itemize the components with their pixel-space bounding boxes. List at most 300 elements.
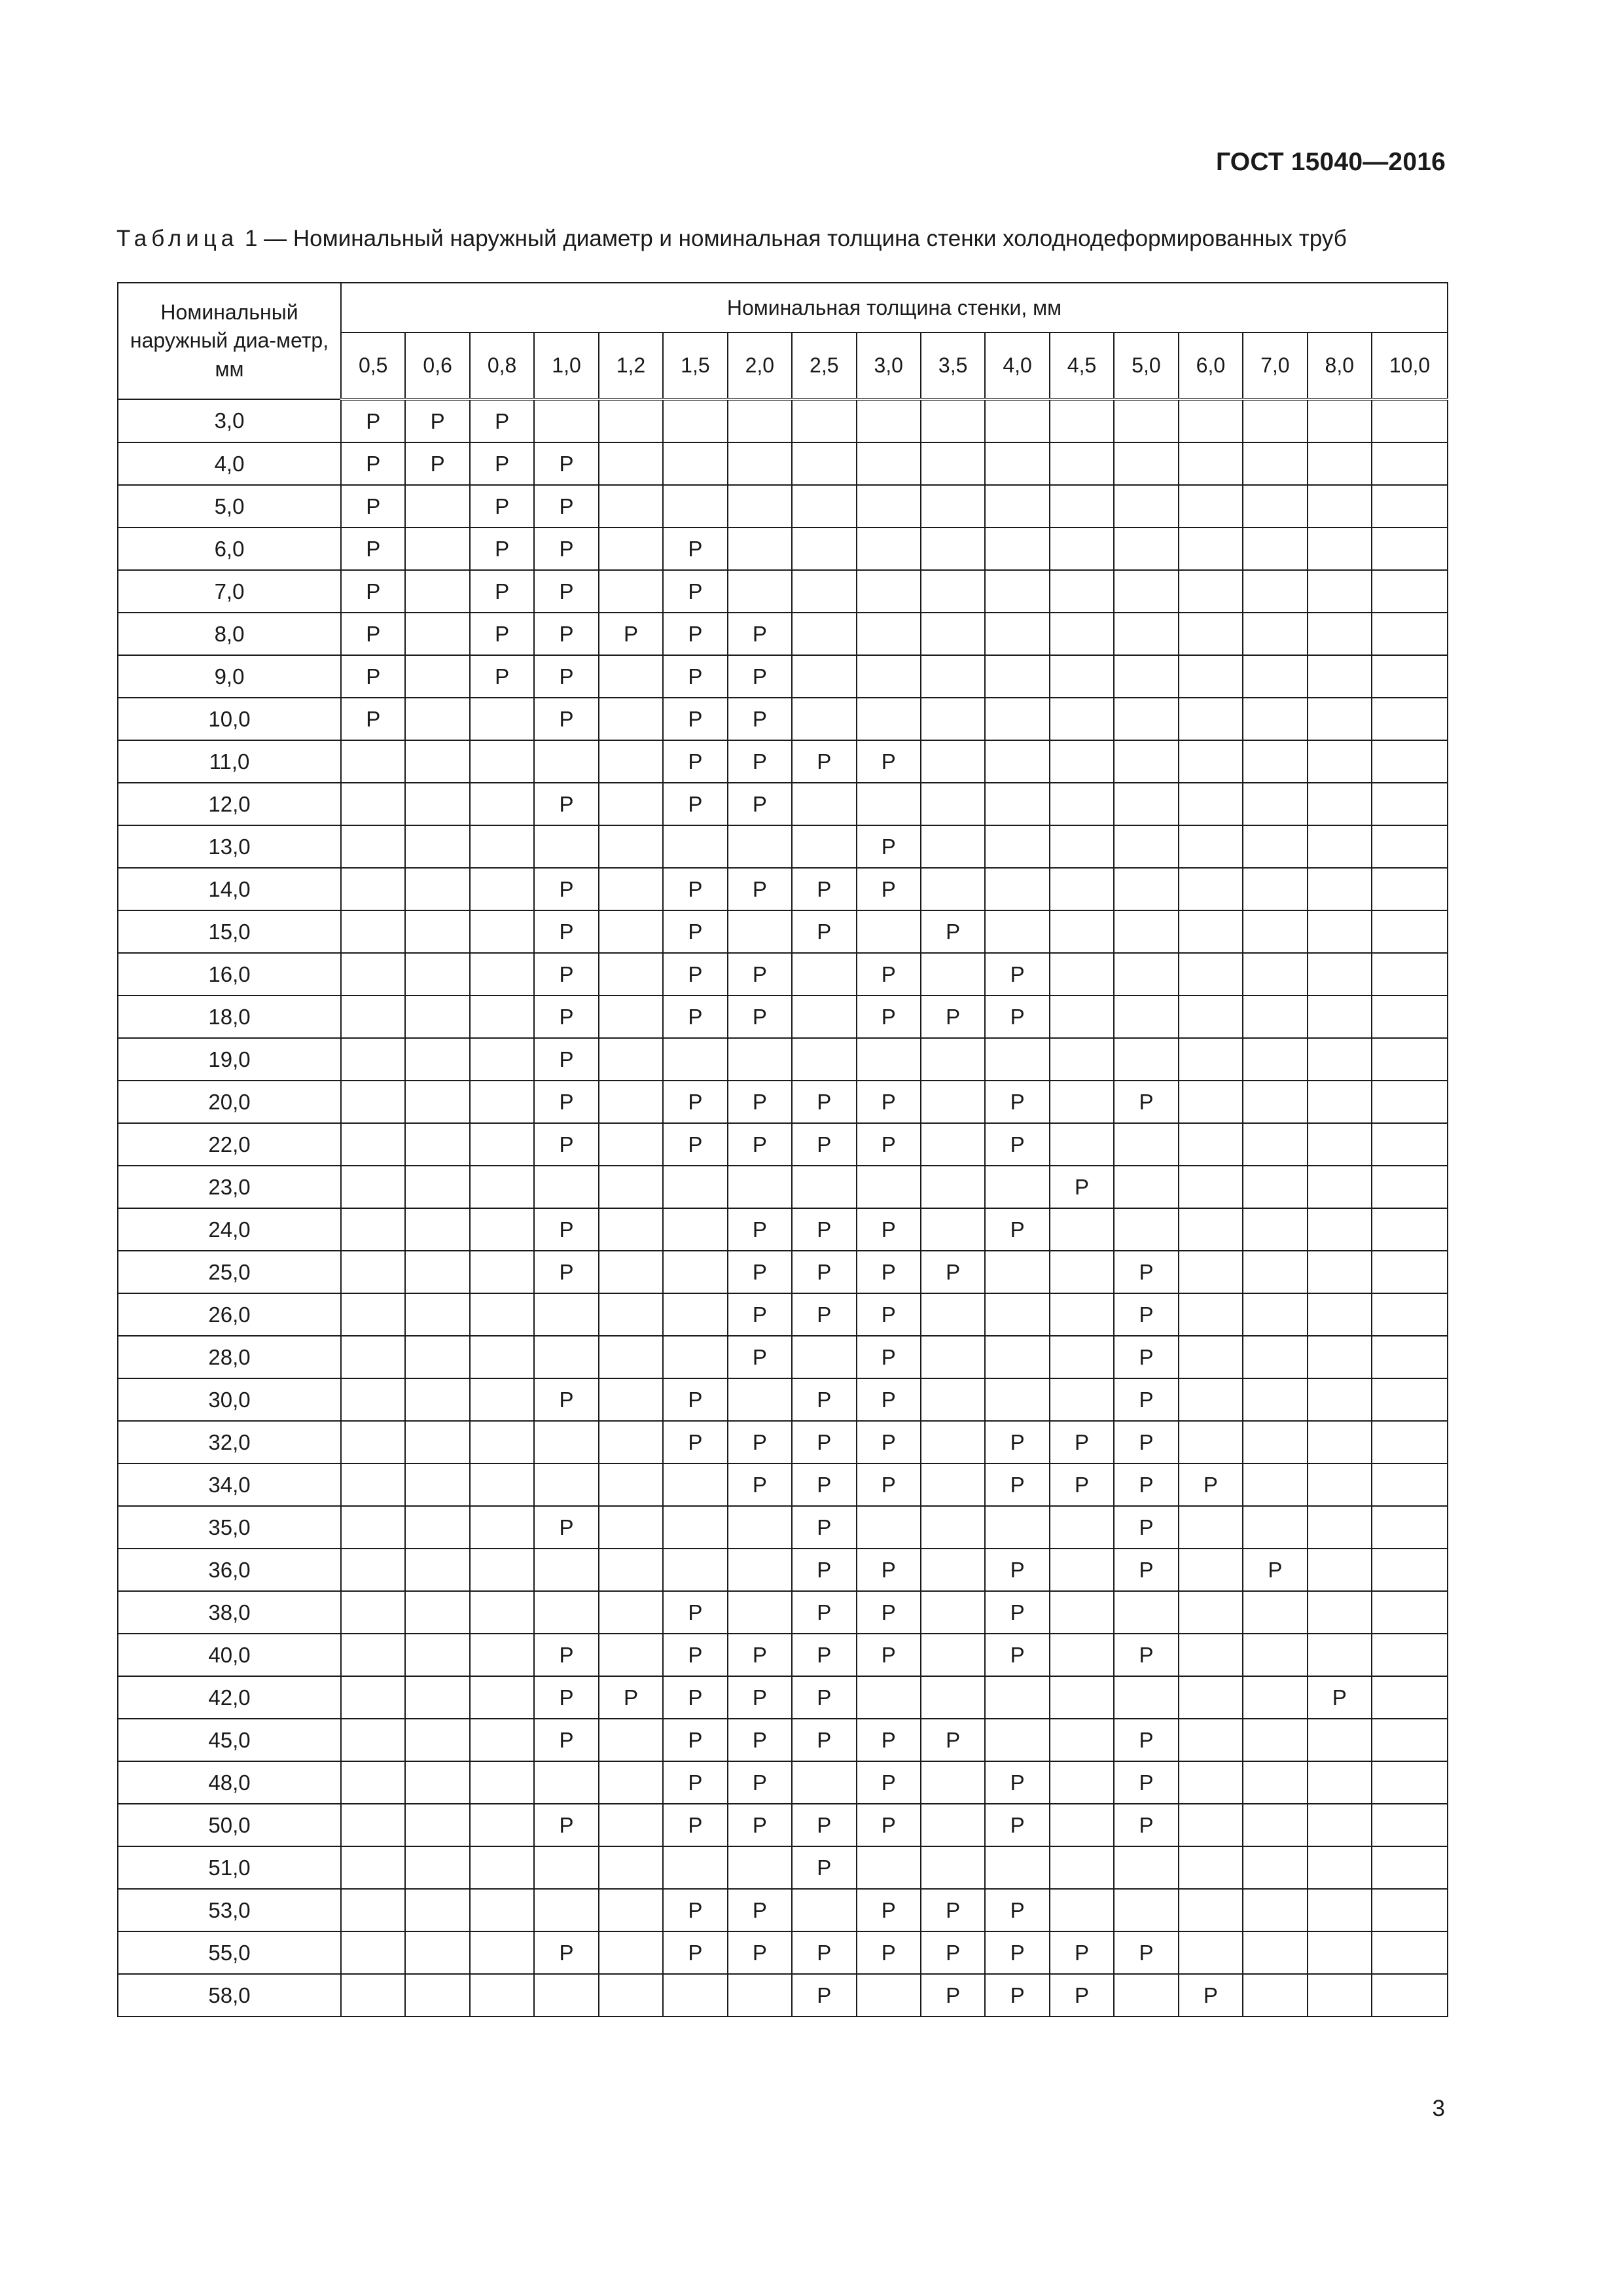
thickness-mark-cell (921, 1761, 985, 1804)
thickness-mark-cell (534, 740, 598, 783)
thickness-mark-cell: Р (921, 996, 985, 1038)
thickness-mark-cell: Р (534, 1719, 598, 1761)
thickness-mark-cell (1179, 442, 1243, 485)
thickness-mark-cell (1050, 655, 1114, 698)
table-caption-text: Номинальный наружный диаметр и номинальная толщина стенки холоднодеформированных труб (293, 226, 1347, 251)
thickness-mark-cell (1308, 1038, 1372, 1081)
thickness-mark-cell (1308, 442, 1372, 485)
thickness-mark-cell: Р (663, 1634, 727, 1676)
thickness-mark-cell (534, 1421, 598, 1463)
thickness-mark-cell (1243, 1166, 1307, 1208)
thickness-mark-cell: Р (985, 1591, 1049, 1634)
thickness-mark-cell (921, 1676, 985, 1719)
thickness-mark-cell: Р (663, 1378, 727, 1421)
table-row (118, 1166, 1448, 1208)
thickness-mark-cell (1050, 1676, 1114, 1719)
table-row (118, 1676, 1448, 1719)
thickness-mark-cell: Р (728, 1251, 792, 1293)
thickness-mark-cell (1243, 1931, 1307, 1974)
table-row (118, 613, 1448, 655)
thickness-mark-cell (1372, 1166, 1448, 1208)
thickness-mark-cell (1308, 1549, 1372, 1591)
thickness-mark-cell (985, 1293, 1049, 1336)
thickness-mark-cell (1179, 1038, 1243, 1081)
thickness-mark-cell (663, 1038, 727, 1081)
thickness-mark-cell (921, 1421, 985, 1463)
thickness-mark-cell: Р (1114, 1634, 1178, 1676)
thickness-mark-cell: Р (792, 1804, 856, 1846)
thickness-mark-cell: Р (1308, 1676, 1372, 1719)
thickness-mark-cell (470, 1421, 534, 1463)
thickness-mark-cell: Р (857, 1208, 921, 1251)
thickness-mark-cell (1308, 1251, 1372, 1293)
thickness-mark-cell (534, 1166, 598, 1208)
thickness-mark-cell (1372, 1761, 1448, 1804)
header-thickness-cell: 1,5 (663, 332, 727, 399)
thickness-mark-cell (470, 1804, 534, 1846)
thickness-mark-cell (534, 825, 598, 868)
thickness-mark-cell: Р (728, 1804, 792, 1846)
thickness-mark-cell (985, 1038, 1049, 1081)
thickness-mark-cell: Р (857, 740, 921, 783)
thickness-mark-cell (1372, 1421, 1448, 1463)
thickness-mark-cell (921, 1293, 985, 1336)
thickness-mark-cell (599, 783, 663, 825)
thickness-mark-cell (1050, 1123, 1114, 1166)
thickness-mark-cell (341, 740, 405, 783)
thickness-mark-cell (1372, 613, 1448, 655)
thickness-mark-cell: Р (470, 613, 534, 655)
thickness-mark-cell: Р (534, 1251, 598, 1293)
thickness-mark-cell (1050, 740, 1114, 783)
thickness-mark-cell: Р (728, 1208, 792, 1251)
thickness-mark-cell: Р (985, 996, 1049, 1038)
thickness-mark-cell (1243, 953, 1307, 996)
thickness-mark-cell (405, 1166, 469, 1208)
thickness-mark-cell (1179, 399, 1243, 442)
table-row (118, 1719, 1448, 1761)
thickness-mark-cell (857, 910, 921, 953)
thickness-mark-cell (1114, 740, 1178, 783)
thickness-mark-cell: Р (792, 1846, 856, 1889)
table-row (118, 1931, 1448, 1974)
diameter-cell: 53,0 (118, 1889, 341, 1931)
thickness-mark-cell: Р (921, 1719, 985, 1761)
thickness-mark-cell (1050, 1549, 1114, 1591)
thickness-mark-cell (1308, 1463, 1372, 1506)
thickness-mark-cell (470, 1719, 534, 1761)
thickness-mark-cell (405, 740, 469, 783)
thickness-mark-cell (599, 1378, 663, 1421)
thickness-mark-cell (663, 825, 727, 868)
thickness-mark-cell: Р (985, 953, 1049, 996)
thickness-mark-cell (857, 1038, 921, 1081)
thickness-mark-cell (663, 1293, 727, 1336)
table-row (118, 570, 1448, 613)
thickness-mark-cell (663, 1549, 727, 1591)
table-row (118, 1123, 1448, 1166)
thickness-mark-cell (341, 1336, 405, 1378)
thickness-mark-cell (728, 485, 792, 528)
thickness-mark-cell (1243, 1378, 1307, 1421)
thickness-mark-cell: Р (792, 1081, 856, 1123)
thickness-mark-cell (1308, 1166, 1372, 1208)
thickness-mark-cell (1243, 570, 1307, 613)
thickness-mark-cell: Р (857, 1081, 921, 1123)
thickness-mark-cell: Р (792, 1378, 856, 1421)
thickness-mark-cell (1308, 1974, 1372, 2017)
thickness-mark-cell (1179, 1336, 1243, 1378)
diameter-cell: 30,0 (118, 1378, 341, 1421)
thickness-mark-cell (1372, 1804, 1448, 1846)
thickness-mark-cell (792, 1761, 856, 1804)
thickness-mark-cell (792, 570, 856, 613)
thickness-mark-cell (1050, 1804, 1114, 1846)
thickness-mark-cell (470, 1208, 534, 1251)
table-row (118, 1421, 1448, 1463)
thickness-mark-cell: Р (663, 1719, 727, 1761)
thickness-mark-cell: Р (728, 1463, 792, 1506)
thickness-mark-cell (728, 1974, 792, 2017)
thickness-mark-cell: Р (663, 953, 727, 996)
thickness-mark-cell (857, 528, 921, 570)
thickness-mark-cell (1179, 1123, 1243, 1166)
thickness-mark-cell: Р (341, 655, 405, 698)
thickness-mark-cell (1308, 1719, 1372, 1761)
thickness-mark-cell (1114, 655, 1178, 698)
thickness-mark-cell (663, 1208, 727, 1251)
thickness-mark-cell: Р (663, 783, 727, 825)
thickness-mark-cell (1114, 613, 1178, 655)
table-caption (116, 226, 1446, 252)
thickness-mark-cell (1372, 485, 1448, 528)
thickness-mark-cell (1050, 1634, 1114, 1676)
thickness-mark-cell: Р (663, 1761, 727, 1804)
thickness-mark-cell (1372, 910, 1448, 953)
header-thickness-cell: 10,0 (1372, 332, 1448, 399)
thickness-mark-cell (341, 1931, 405, 1974)
thickness-mark-cell (921, 485, 985, 528)
thickness-mark-cell: Р (728, 1123, 792, 1166)
thickness-mark-cell (341, 868, 405, 910)
thickness-mark-cell (599, 1293, 663, 1336)
thickness-mark-cell (985, 1378, 1049, 1421)
table-row (118, 1761, 1448, 1804)
thickness-mark-cell (792, 825, 856, 868)
thickness-mark-cell (1050, 1591, 1114, 1634)
table-row (118, 783, 1448, 825)
thickness-mark-cell (1308, 825, 1372, 868)
header-thickness-cell: 2,0 (728, 332, 792, 399)
thickness-mark-cell (1243, 1463, 1307, 1506)
thickness-mark-cell (663, 1463, 727, 1506)
thickness-mark-cell: Р (985, 1761, 1049, 1804)
thickness-mark-cell (1114, 442, 1178, 485)
thickness-mark-cell (921, 1038, 985, 1081)
thickness-mark-cell (405, 1804, 469, 1846)
diameter-cell: 14,0 (118, 868, 341, 910)
thickness-mark-cell (470, 1889, 534, 1931)
thickness-mark-cell (792, 1889, 856, 1931)
thickness-mark-cell (1179, 1719, 1243, 1761)
thickness-mark-cell: Р (792, 1931, 856, 1974)
thickness-mark-cell (1114, 1974, 1178, 2017)
thickness-mark-cell: Р (534, 868, 598, 910)
thickness-mark-cell (341, 1123, 405, 1166)
thickness-mark-cell: Р (534, 1804, 598, 1846)
thickness-mark-cell (1050, 868, 1114, 910)
thickness-mark-cell (405, 1038, 469, 1081)
thickness-mark-cell (599, 399, 663, 442)
thickness-mark-cell (1050, 698, 1114, 740)
thickness-mark-cell (470, 1293, 534, 1336)
thickness-mark-cell: Р (1114, 1804, 1178, 1846)
thickness-mark-cell (1372, 953, 1448, 996)
thickness-mark-cell (921, 783, 985, 825)
thickness-mark-cell (341, 1208, 405, 1251)
thickness-mark-cell: Р (1114, 1081, 1178, 1123)
thickness-mark-cell (1050, 910, 1114, 953)
thickness-mark-cell (1243, 613, 1307, 655)
thickness-mark-cell: Р (857, 1293, 921, 1336)
thickness-mark-cell: Р (857, 1421, 921, 1463)
thickness-mark-cell (857, 1676, 921, 1719)
thickness-mark-cell (341, 996, 405, 1038)
header-thickness-cell: 5,0 (1114, 332, 1178, 399)
thickness-mark-cell (792, 442, 856, 485)
thickness-mark-cell: Р (792, 910, 856, 953)
thickness-mark-cell (405, 1974, 469, 2017)
thickness-mark-cell: Р (857, 953, 921, 996)
diameter-cell: 7,0 (118, 570, 341, 613)
thickness-mark-cell (1114, 528, 1178, 570)
thickness-mark-cell: Р (792, 1549, 856, 1591)
thickness-mark-cell (1050, 1293, 1114, 1336)
thickness-mark-cell (1243, 1421, 1307, 1463)
table-head (118, 283, 1448, 399)
table-row (118, 1081, 1448, 1123)
thickness-mark-cell (405, 868, 469, 910)
thickness-mark-cell (1308, 1634, 1372, 1676)
thickness-mark-cell (857, 613, 921, 655)
thickness-mark-cell (1179, 1378, 1243, 1421)
thickness-mark-cell (341, 1761, 405, 1804)
thickness-mark-cell (534, 1846, 598, 1889)
thickness-mark-cell: Р (470, 485, 534, 528)
thickness-mark-cell (921, 1846, 985, 1889)
thickness-mark-cell (405, 1719, 469, 1761)
thickness-mark-cell (405, 1293, 469, 1336)
thickness-mark-cell (1372, 1293, 1448, 1336)
thickness-mark-cell (405, 1421, 469, 1463)
thickness-mark-cell (405, 655, 469, 698)
thickness-mark-cell: Р (728, 1421, 792, 1463)
thickness-mark-cell (470, 1761, 534, 1804)
thickness-mark-cell: Р (985, 1889, 1049, 1931)
thickness-mark-cell (1243, 698, 1307, 740)
thickness-mark-cell: Р (470, 570, 534, 613)
thickness-mark-cell (1050, 1506, 1114, 1549)
thickness-mark-cell: Р (921, 1974, 985, 2017)
thickness-mark-cell (663, 1251, 727, 1293)
thickness-mark-cell: Р (405, 442, 469, 485)
thickness-mark-cell (599, 1549, 663, 1591)
thickness-mark-cell: Р (1050, 1463, 1114, 1506)
table-row (118, 1804, 1448, 1846)
thickness-mark-cell (985, 1336, 1049, 1378)
thickness-mark-cell (470, 1591, 534, 1634)
thickness-mark-cell (599, 1336, 663, 1378)
thickness-mark-cell: Р (985, 1804, 1049, 1846)
thickness-mark-cell (341, 1251, 405, 1293)
thickness-mark-cell: Р (728, 868, 792, 910)
thickness-mark-cell (1243, 655, 1307, 698)
diameter-cell: 11,0 (118, 740, 341, 783)
diameter-cell: 19,0 (118, 1038, 341, 1081)
thickness-mark-cell (985, 570, 1049, 613)
thickness-mark-cell (341, 910, 405, 953)
table-row (118, 1251, 1448, 1293)
thickness-mark-cell (985, 783, 1049, 825)
thickness-mark-cell (857, 442, 921, 485)
thickness-mark-cell (341, 1038, 405, 1081)
thickness-mark-cell: Р (857, 1378, 921, 1421)
thickness-mark-cell (1179, 1931, 1243, 1974)
thickness-mark-cell (1243, 825, 1307, 868)
thickness-mark-cell: Р (534, 910, 598, 953)
table-row (118, 1974, 1448, 2017)
thickness-mark-cell: Р (1050, 1974, 1114, 2017)
thickness-mark-cell (599, 953, 663, 996)
thickness-mark-cell: Р (599, 1676, 663, 1719)
thickness-mark-cell: Р (728, 953, 792, 996)
thickness-mark-cell (405, 910, 469, 953)
thickness-mark-cell (1372, 1889, 1448, 1931)
thickness-mark-cell (985, 740, 1049, 783)
thickness-mark-cell: Р (1114, 1293, 1178, 1336)
thickness-mark-cell (534, 1463, 598, 1506)
thickness-mark-cell (599, 1931, 663, 1974)
table-row (118, 442, 1448, 485)
thickness-mark-cell (985, 825, 1049, 868)
thickness-mark-cell: Р (1114, 1336, 1178, 1378)
thickness-mark-cell (1243, 1676, 1307, 1719)
thickness-mark-cell (1308, 1804, 1372, 1846)
thickness-mark-cell: Р (728, 1293, 792, 1336)
thickness-mark-cell (1308, 1591, 1372, 1634)
thickness-mark-cell (1372, 1251, 1448, 1293)
thickness-mark-cell (599, 996, 663, 1038)
table-row (118, 1208, 1448, 1251)
thickness-mark-cell: Р (857, 1931, 921, 1974)
thickness-mark-cell (1308, 1293, 1372, 1336)
thickness-mark-cell: Р (534, 1208, 598, 1251)
thickness-mark-cell (341, 1889, 405, 1931)
thickness-mark-cell (470, 1549, 534, 1591)
thickness-mark-cell (857, 655, 921, 698)
table-caption-label: Таблица (116, 226, 239, 251)
header-thickness-cell: 0,5 (341, 332, 405, 399)
thickness-mark-cell (470, 1974, 534, 2017)
thickness-mark-cell: Р (857, 1889, 921, 1931)
thickness-mark-cell (921, 1208, 985, 1251)
thickness-mark-cell (921, 953, 985, 996)
thickness-mark-cell: Р (728, 783, 792, 825)
table-row (118, 1378, 1448, 1421)
thickness-mark-cell (1243, 528, 1307, 570)
thickness-mark-cell: Р (341, 442, 405, 485)
thickness-mark-cell (1243, 1804, 1307, 1846)
thickness-mark-cell (1308, 613, 1372, 655)
thickness-mark-cell (1179, 613, 1243, 655)
thickness-mark-cell (728, 1038, 792, 1081)
thickness-mark-cell (1179, 825, 1243, 868)
thickness-mark-cell (728, 442, 792, 485)
thickness-mark-cell (663, 1506, 727, 1549)
thickness-mark-cell (1114, 485, 1178, 528)
thickness-mark-cell (1179, 1846, 1243, 1889)
thickness-mark-cell: Р (1114, 1719, 1178, 1761)
thickness-mark-cell: Р (534, 1081, 598, 1123)
diameter-cell: 55,0 (118, 1931, 341, 1974)
thickness-mark-cell (341, 783, 405, 825)
thickness-mark-cell (1372, 698, 1448, 740)
thickness-mark-cell: Р (728, 1719, 792, 1761)
thickness-mark-cell (470, 868, 534, 910)
thickness-mark-cell (1372, 1591, 1448, 1634)
table-row (118, 996, 1448, 1038)
thickness-mark-cell: Р (663, 1676, 727, 1719)
thickness-mark-cell: Р (857, 825, 921, 868)
thickness-mark-cell (1243, 1038, 1307, 1081)
thickness-mark-cell: Р (663, 740, 727, 783)
diameter-cell: 15,0 (118, 910, 341, 953)
thickness-mark-cell: Р (1114, 1421, 1178, 1463)
thickness-mark-cell (857, 570, 921, 613)
table-caption-number: 1 (244, 226, 258, 251)
thickness-mark-cell (599, 698, 663, 740)
thickness-mark-cell (921, 1378, 985, 1421)
thickness-mark-cell (405, 1123, 469, 1166)
thickness-mark-cell (1114, 953, 1178, 996)
table-row (118, 655, 1448, 698)
thickness-mark-cell (405, 485, 469, 528)
thickness-mark-cell (1114, 910, 1178, 953)
thickness-mark-cell (1179, 740, 1243, 783)
thickness-mark-cell: Р (985, 1081, 1049, 1123)
thickness-mark-cell (1372, 1931, 1448, 1974)
thickness-mark-cell (1308, 1889, 1372, 1931)
thickness-mark-cell: Р (985, 1421, 1049, 1463)
thickness-mark-cell: Р (663, 996, 727, 1038)
thickness-mark-cell (921, 399, 985, 442)
thickness-mark-cell: Р (663, 698, 727, 740)
thickness-mark-cell (1179, 1421, 1243, 1463)
header-outer-diameter: Номинальный наружный диа-метр, мм (118, 283, 341, 399)
table-row (118, 485, 1448, 528)
thickness-mark-cell: Р (405, 399, 469, 442)
thickness-mark-cell (1050, 783, 1114, 825)
thickness-mark-cell (1308, 1761, 1372, 1804)
thickness-mark-cell (1372, 1038, 1448, 1081)
thickness-mark-cell (405, 1591, 469, 1634)
thickness-mark-cell: Р (857, 1251, 921, 1293)
thickness-mark-cell (1243, 1889, 1307, 1931)
thickness-mark-cell: Р (728, 655, 792, 698)
thickness-mark-cell: Р (663, 655, 727, 698)
thickness-mark-cell: Р (470, 399, 534, 442)
thickness-mark-cell (599, 1463, 663, 1506)
